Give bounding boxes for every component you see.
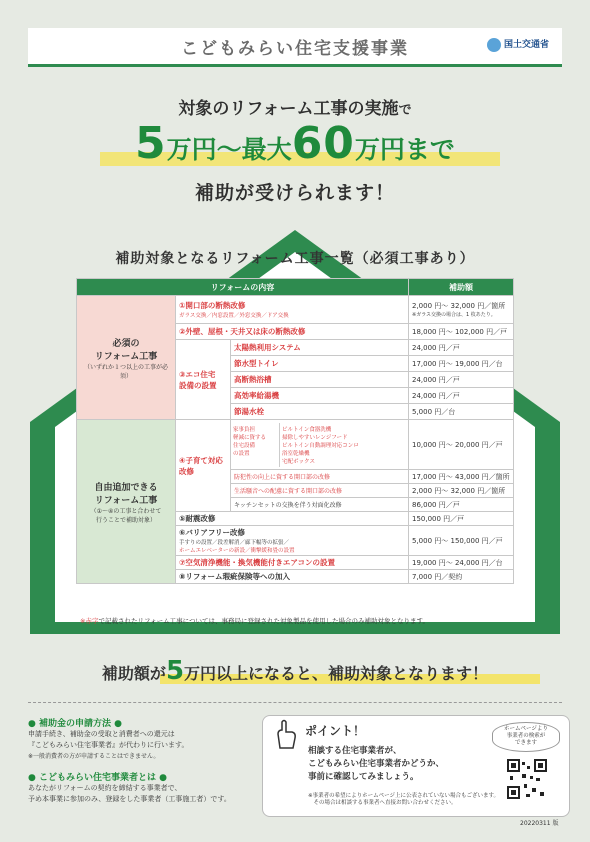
row-4-a-label: 家事負担 軽減に資する 住宅設備 の設置 — [233, 426, 267, 457]
hero-max-unit: 万円まで — [354, 135, 455, 164]
footnote-red: ※赤字 — [80, 617, 99, 625]
row-4-item: ④子育て対応 改修 — [176, 420, 231, 512]
row-4-a — [231, 420, 409, 470]
table-footnote — [80, 616, 520, 625]
category-required-title: 必須の リフォーム工事 — [94, 338, 158, 362]
row-3-sub-5: 節湯水栓 — [231, 404, 409, 420]
col-content-header: リフォームの内容 — [77, 279, 409, 296]
row-3-sub-3-amount: 24,000 円／戸 — [409, 372, 514, 388]
business-text: あなたがリフォームの契約を締結する事業者で、 予め本事業に参加のみ、登録をした事業者（工事施工者）です。 — [28, 784, 231, 803]
row-8-amount: 7,000 円／契約 — [409, 570, 514, 584]
table-header-row — [77, 279, 514, 296]
row-3-sub-2: 節水型トイレ — [231, 356, 409, 372]
category-required-note: （いずれか１つ以上の工事が必須） — [83, 363, 168, 380]
row-3-sub-4-amount: 24,000 円／戸 — [409, 388, 514, 404]
banner-a: 補助額が — [101, 664, 166, 683]
row-1-amount — [409, 296, 514, 324]
table-row — [77, 296, 514, 324]
row-7-item: ⑦空気清浄機能・換気機能付きエアコンの設置 — [176, 556, 409, 570]
row-6-item: ⑥バリアフリー改修 — [179, 528, 246, 537]
footnote-text: で記載されたリフォーム工事については、事務局に登録された対象製品を使用した場合のみ補助対象となります。 — [98, 617, 429, 625]
search-bubble: ホームページより 事業者の検索が できます — [492, 722, 560, 752]
hero-line1 — [0, 94, 590, 119]
row-3-sub-2-amount: 17,000 円〜 19,000 円／台 — [409, 356, 514, 372]
hero-line3: 補助が受けられます！ — [194, 182, 395, 204]
row-2-amount: 18,000 円〜 102,000 円／戸 — [409, 324, 514, 340]
pointing-hand-icon — [270, 718, 300, 752]
business-heading: ● こどもみらい住宅事業者とは ● — [28, 773, 168, 783]
row-1 — [176, 296, 409, 324]
row-4-a-list: ビルトイン食器洗機 掃除しやすいレンジフード ビルトイン自動調理対応コンロ 浴室乾燥機 宅配ボックス — [279, 423, 361, 467]
point-title: ポイント！ — [305, 724, 366, 738]
application-info — [28, 716, 258, 805]
row-1-sub: ガラス交換／内窓設置／外窓交換／ドア交換 — [179, 313, 289, 319]
banner-number: 5 — [165, 656, 185, 686]
row-1-amount-text: 2,000 円〜 32,000 円／箇所 — [412, 302, 506, 310]
table-row — [77, 420, 514, 470]
row-3-sub-4: 高効率給湯機 — [231, 388, 409, 404]
row-6-amount: 5,000 円〜 150,000 円／戸 — [409, 526, 514, 556]
qr-code-icon[interactable] — [506, 758, 548, 800]
banner-c: 以上になると、補助対象となります！ — [216, 664, 489, 683]
row-3-sub-1-amount: 24,000 円／戸 — [409, 340, 514, 356]
row-2-item: ②外壁、屋根・天井又は床の断熱改修 — [176, 324, 409, 340]
hero-line1-main: 対象のリフォーム工事の実施 — [178, 99, 399, 119]
row-5-amount: 150,000 円／戸 — [409, 512, 514, 526]
point-note: ※事業者の希望によりホームページ上に公表されていない場合もございます。 その場合は相談する事業者へ直接お問い合わせください。 — [308, 793, 500, 806]
hero-line1-suffix: で — [398, 103, 412, 118]
row-8-item: ⑧リフォーム瑕疵保険等への加入 — [176, 570, 409, 584]
category-optional — [77, 420, 176, 584]
hero-min-unit: 万円〜最大 — [166, 135, 292, 164]
ministry-logo-icon — [487, 38, 501, 52]
issue-date: 20220311 版 — [520, 820, 559, 827]
hero-max-number: 60 — [291, 118, 355, 169]
row-3-item: ③エコ住宅 設備の設置 — [176, 340, 231, 420]
eligibility-banner — [0, 656, 590, 686]
row-3-sub-5-amount: 5,000 円／台 — [409, 404, 514, 420]
row-4-c-amount: 2,000 円〜 32,000 円／箇所 — [409, 484, 514, 498]
row-4-b-amount: 17,000 円〜 43,000 円／箇所 — [409, 470, 514, 484]
logo-text: 国土交通省 — [504, 40, 550, 50]
row-4-d: キッチンセットの交換を伴う対面化改修 — [231, 498, 409, 512]
hero-amount — [0, 118, 590, 169]
application-text: 申請手続き、補助金の受取と消費者への還元は 『こどもみらい住宅事業者』が代わりに行います。 — [28, 730, 189, 749]
row-6-sub1: 手すりの設置／段差解消／廊下幅等の拡張／ — [179, 540, 290, 546]
row-7-amount: 19,000 円〜 24,000 円／台 — [409, 556, 514, 570]
row-1-item: ①開口部の断熱改修 — [179, 301, 246, 310]
col-amount-header: 補助額 — [409, 279, 514, 296]
row-1-amount-note: ※ガラス交換の場合は、1 枚あたり。 — [412, 312, 496, 318]
row-3-sub-3: 高断熱浴槽 — [231, 372, 409, 388]
row-6 — [176, 526, 409, 556]
page-title: こどもみらい住宅支援事業 — [181, 39, 409, 59]
category-optional-title: 自由追加できる リフォーム工事 — [94, 482, 158, 506]
business-heading-text: こどもみらい住宅事業者とは — [39, 773, 157, 783]
application-heading: ● 補助金の申請方法 ● — [28, 719, 123, 729]
banner-unit: 万円 — [184, 664, 217, 683]
row-6-sub2: ホームエレベーターの新設／衝撃緩和畳の設置 — [179, 548, 295, 554]
section-divider — [28, 702, 562, 703]
list-title: 補助対象となるリフォーム工事一覧（必須工事あり） — [115, 251, 475, 267]
row-4-a-amount: 10,000 円〜 20,000 円／戸 — [409, 420, 514, 470]
ministry-logo — [487, 37, 567, 57]
row-5-item: ⑤耐震改修 — [176, 512, 409, 526]
hero-min-number: 5 — [135, 118, 167, 169]
row-3-sub-1: 太陽熱利用システム — [231, 340, 409, 356]
application-heading-text: 補助金の申請方法 — [39, 719, 112, 729]
row-4-c: 生活騒音への配慮に資する開口部の改修 — [231, 484, 409, 498]
application-note: ※一般消費者の方が申請することはできません。 — [28, 753, 160, 760]
row-4-d-amount: 86,000 円／戸 — [409, 498, 514, 512]
category-required — [77, 296, 176, 420]
row-4-b: 防犯性の向上に資する開口部の改修 — [231, 470, 409, 484]
reform-table — [76, 278, 514, 584]
point-text: 相談する住宅事業者が、 こどもみらい住宅事業者かどうか、 事前に確認してみましょう。 — [308, 746, 445, 782]
category-optional-note: （①〜④の工事と合わせて 行うことで補助対象） — [90, 507, 162, 524]
